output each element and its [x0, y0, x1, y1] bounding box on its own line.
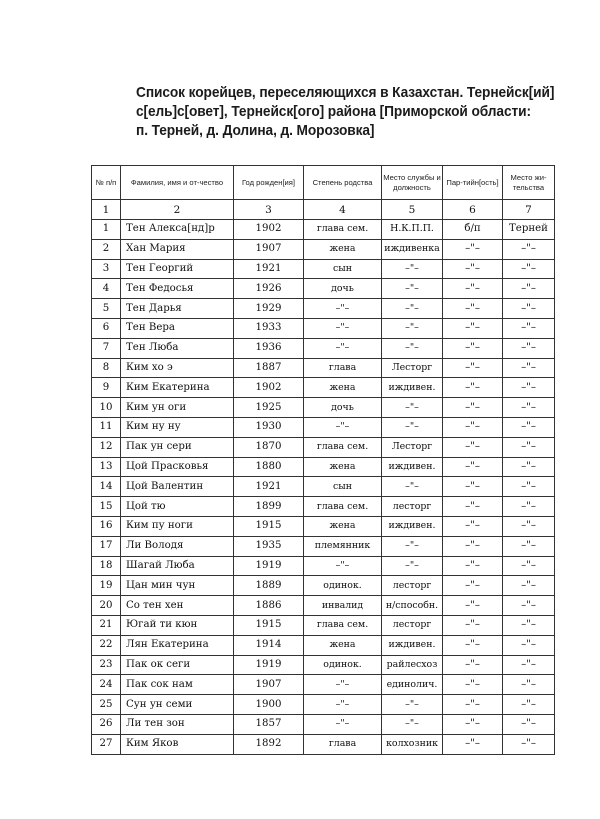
cell-full-name: Цой Валентин: [121, 477, 234, 497]
table-row: [92, 279, 555, 299]
cell-birth-year: 1899: [234, 497, 304, 517]
cell-residence: –"–: [503, 338, 555, 358]
page-title: [136, 84, 555, 141]
cell-birth-year: 1930: [234, 417, 304, 437]
cell-birth-year: 1886: [234, 596, 304, 616]
table-row: [92, 318, 555, 338]
cell-occupation: –"–: [382, 279, 443, 299]
cell-number: 25: [92, 695, 121, 715]
cell-occupation: иждивен.: [382, 457, 443, 477]
cell-birth-year: 1900: [234, 695, 304, 715]
title-line: с[ель]с[овет], Тернейск[ого] района [Приморской области:: [136, 104, 531, 120]
cell-occupation: –"–: [382, 536, 443, 556]
cell-full-name: Тен Вера: [121, 318, 234, 338]
cell-full-name: Тен Люба: [121, 338, 234, 358]
cell-residence: –"–: [503, 378, 555, 398]
cell-relation: глава сем.: [304, 615, 382, 635]
table-row: [92, 477, 555, 497]
cell-relation: глава: [304, 358, 382, 378]
cell-party: –"–: [443, 675, 503, 695]
cell-relation: глава сем.: [304, 497, 382, 517]
cell-residence: –"–: [503, 477, 555, 497]
column-number: 7: [503, 200, 555, 220]
cell-occupation: райлесхоз: [382, 655, 443, 675]
column-number: 1: [92, 200, 121, 220]
cell-party: –"–: [443, 338, 503, 358]
table-body: [92, 200, 555, 755]
cell-birth-year: 1915: [234, 615, 304, 635]
cell-full-name: Пак сок нам: [121, 675, 234, 695]
cell-number: 19: [92, 576, 121, 596]
cell-birth-year: 1892: [234, 734, 304, 754]
table-row: [92, 655, 555, 675]
cell-number: 5: [92, 299, 121, 319]
cell-party: –"–: [443, 259, 503, 279]
cell-number: 4: [92, 279, 121, 299]
cell-residence: –"–: [503, 556, 555, 576]
cell-occupation: –"–: [382, 398, 443, 418]
column-number: 6: [443, 200, 503, 220]
cell-occupation: единолич.: [382, 675, 443, 695]
cell-number: 27: [92, 734, 121, 754]
table-row: [92, 576, 555, 596]
cell-occupation: Лесторг: [382, 437, 443, 457]
header-row: [92, 166, 555, 200]
cell-party: –"–: [443, 695, 503, 715]
cell-relation: племянник: [304, 536, 382, 556]
cell-birth-year: 1921: [234, 477, 304, 497]
cell-residence: –"–: [503, 239, 555, 259]
cell-number: 14: [92, 477, 121, 497]
cell-number: 23: [92, 655, 121, 675]
column-number: 2: [121, 200, 234, 220]
cell-full-name: Сун ун семи: [121, 695, 234, 715]
cell-relation: одинок.: [304, 655, 382, 675]
cell-full-name: Ким ун оги: [121, 398, 234, 418]
cell-relation: –"–: [304, 695, 382, 715]
table-row: [92, 635, 555, 655]
cell-party: –"–: [443, 655, 503, 675]
cell-occupation: иждивенка: [382, 239, 443, 259]
cell-relation: глава: [304, 734, 382, 754]
cell-number: 20: [92, 596, 121, 616]
cell-party: –"–: [443, 437, 503, 457]
table-row: [92, 299, 555, 319]
cell-full-name: Цой Прасковья: [121, 457, 234, 477]
table-row: [92, 437, 555, 457]
cell-birth-year: 1902: [234, 378, 304, 398]
cell-relation: сын: [304, 259, 382, 279]
cell-relation: глава сем.: [304, 437, 382, 457]
cell-full-name: Цан мин чун: [121, 576, 234, 596]
cell-full-name: Ким хо э: [121, 358, 234, 378]
header-occupation: Место службы и должность: [382, 166, 443, 200]
cell-occupation: –"–: [382, 417, 443, 437]
cell-party: –"–: [443, 477, 503, 497]
cell-party: –"–: [443, 635, 503, 655]
table-row: [92, 220, 555, 240]
cell-party: –"–: [443, 734, 503, 754]
cell-occupation: Лесторг: [382, 358, 443, 378]
cell-residence: –"–: [503, 695, 555, 715]
cell-birth-year: 1914: [234, 635, 304, 655]
cell-number: 18: [92, 556, 121, 576]
cell-number: 12: [92, 437, 121, 457]
cell-full-name: Цой тю: [121, 497, 234, 517]
cell-birth-year: 1919: [234, 655, 304, 675]
cell-residence: –"–: [503, 536, 555, 556]
cell-number: 7: [92, 338, 121, 358]
cell-party: –"–: [443, 516, 503, 536]
cell-full-name: Пак ок сеги: [121, 655, 234, 675]
cell-full-name: Ли Володя: [121, 536, 234, 556]
cell-party: –"–: [443, 299, 503, 319]
cell-party: –"–: [443, 398, 503, 418]
cell-number: 3: [92, 259, 121, 279]
cell-relation: –"–: [304, 338, 382, 358]
cell-full-name: Пак ун сери: [121, 437, 234, 457]
cell-party: –"–: [443, 279, 503, 299]
cell-full-name: Югай ти кюн: [121, 615, 234, 635]
cell-residence: –"–: [503, 318, 555, 338]
cell-number: 22: [92, 635, 121, 655]
cell-relation: глава сем.: [304, 220, 382, 240]
title-line: п. Терней, д. Долина, д. Морозовка]: [136, 123, 375, 139]
cell-birth-year: 1857: [234, 714, 304, 734]
cell-full-name: Ким ну ну: [121, 417, 234, 437]
cell-occupation: иждивен.: [382, 378, 443, 398]
cell-birth-year: 1915: [234, 516, 304, 536]
cell-residence: –"–: [503, 279, 555, 299]
table-row: [92, 239, 555, 259]
cell-relation: –"–: [304, 675, 382, 695]
cell-full-name: Лян Екатерина: [121, 635, 234, 655]
cell-birth-year: 1907: [234, 675, 304, 695]
cell-residence: –"–: [503, 437, 555, 457]
column-number-row: [92, 200, 555, 220]
cell-occupation: лесторг: [382, 497, 443, 517]
cell-occupation: лесторг: [382, 615, 443, 635]
table-row: [92, 675, 555, 695]
cell-relation: дочь: [304, 398, 382, 418]
cell-number: 10: [92, 398, 121, 418]
cell-party: –"–: [443, 556, 503, 576]
cell-birth-year: 1902: [234, 220, 304, 240]
cell-party: –"–: [443, 615, 503, 635]
column-number: 3: [234, 200, 304, 220]
cell-birth-year: 1907: [234, 239, 304, 259]
cell-full-name: Тен Алекса[нд]р: [121, 220, 234, 240]
table-row: [92, 556, 555, 576]
cell-full-name: Шагай Люба: [121, 556, 234, 576]
table-row: [92, 615, 555, 635]
cell-residence: –"–: [503, 714, 555, 734]
cell-residence: –"–: [503, 497, 555, 517]
table-row: [92, 457, 555, 477]
cell-birth-year: 1929: [234, 299, 304, 319]
cell-party: –"–: [443, 576, 503, 596]
table-row: [92, 695, 555, 715]
table-row: [92, 259, 555, 279]
cell-full-name: Ли тен зон: [121, 714, 234, 734]
cell-party: –"–: [443, 497, 503, 517]
cell-number: 21: [92, 615, 121, 635]
cell-number: 13: [92, 457, 121, 477]
cell-residence: –"–: [503, 655, 555, 675]
cell-party: –"–: [443, 714, 503, 734]
table-row: [92, 417, 555, 437]
table-row: [92, 714, 555, 734]
cell-relation: –"–: [304, 318, 382, 338]
cell-occupation: –"–: [382, 338, 443, 358]
cell-number: 17: [92, 536, 121, 556]
cell-number: 15: [92, 497, 121, 517]
cell-residence: –"–: [503, 675, 555, 695]
cell-residence: Терней: [503, 220, 555, 240]
cell-birth-year: 1935: [234, 536, 304, 556]
cell-occupation: –"–: [382, 714, 443, 734]
cell-relation: жена: [304, 635, 382, 655]
cell-occupation: н/способн.: [382, 596, 443, 616]
cell-number: 8: [92, 358, 121, 378]
cell-relation: –"–: [304, 417, 382, 437]
cell-birth-year: 1936: [234, 338, 304, 358]
cell-party: –"–: [443, 596, 503, 616]
header-number: № п/п: [92, 166, 121, 200]
cell-residence: –"–: [503, 576, 555, 596]
header-party: Пар-тийн[ость]: [443, 166, 503, 200]
table-row: [92, 516, 555, 536]
cell-residence: –"–: [503, 615, 555, 635]
cell-number: 2: [92, 239, 121, 259]
cell-full-name: Тен Дарья: [121, 299, 234, 319]
table-row: [92, 596, 555, 616]
cell-full-name: Со тен хен: [121, 596, 234, 616]
cell-occupation: –"–: [382, 259, 443, 279]
cell-party: б/п: [443, 220, 503, 240]
header-residence: Место жи-тельства: [503, 166, 555, 200]
cell-occupation: –"–: [382, 477, 443, 497]
cell-residence: –"–: [503, 417, 555, 437]
cell-number: 26: [92, 714, 121, 734]
cell-number: 16: [92, 516, 121, 536]
cell-birth-year: 1889: [234, 576, 304, 596]
cell-full-name: Ким Екатерина: [121, 378, 234, 398]
cell-occupation: Н.К.П.П.: [382, 220, 443, 240]
cell-occupation: колхозник: [382, 734, 443, 754]
table-row: [92, 536, 555, 556]
cell-residence: –"–: [503, 516, 555, 536]
cell-residence: –"–: [503, 457, 555, 477]
cell-relation: жена: [304, 239, 382, 259]
table-row: [92, 338, 555, 358]
cell-birth-year: 1933: [234, 318, 304, 338]
cell-relation: инвалид: [304, 596, 382, 616]
cell-occupation: –"–: [382, 695, 443, 715]
cell-number: 11: [92, 417, 121, 437]
column-number: 5: [382, 200, 443, 220]
cell-party: –"–: [443, 318, 503, 338]
cell-birth-year: 1919: [234, 556, 304, 576]
cell-party: –"–: [443, 378, 503, 398]
cell-residence: –"–: [503, 734, 555, 754]
cell-residence: –"–: [503, 358, 555, 378]
cell-party: –"–: [443, 358, 503, 378]
cell-residence: –"–: [503, 259, 555, 279]
cell-relation: –"–: [304, 714, 382, 734]
cell-number: 9: [92, 378, 121, 398]
table-row: [92, 734, 555, 754]
cell-occupation: –"–: [382, 318, 443, 338]
cell-relation: жена: [304, 516, 382, 536]
cell-birth-year: 1926: [234, 279, 304, 299]
cell-occupation: иждивен.: [382, 635, 443, 655]
cell-party: –"–: [443, 457, 503, 477]
cell-occupation: –"–: [382, 556, 443, 576]
cell-residence: –"–: [503, 635, 555, 655]
cell-birth-year: 1870: [234, 437, 304, 457]
title-line: Список корейцев, переселяющихся в Казахстан. Тернейск[ий]: [136, 85, 555, 101]
cell-birth-year: 1887: [234, 358, 304, 378]
cell-residence: –"–: [503, 299, 555, 319]
cell-occupation: лесторг: [382, 576, 443, 596]
cell-occupation: –"–: [382, 299, 443, 319]
cell-full-name: Хан Мария: [121, 239, 234, 259]
header-relation: Степень родства: [304, 166, 382, 200]
cell-number: 6: [92, 318, 121, 338]
cell-residence: –"–: [503, 398, 555, 418]
cell-party: –"–: [443, 536, 503, 556]
cell-relation: дочь: [304, 279, 382, 299]
cell-relation: сын: [304, 477, 382, 497]
cell-relation: –"–: [304, 299, 382, 319]
cell-birth-year: 1921: [234, 259, 304, 279]
cell-residence: –"–: [503, 596, 555, 616]
table-row: [92, 378, 555, 398]
header-full-name: Фамилия, имя и от-чество: [121, 166, 234, 200]
cell-relation: одинок.: [304, 576, 382, 596]
cell-full-name: Тен Федосья: [121, 279, 234, 299]
table-row: [92, 398, 555, 418]
cell-full-name: Ким Яков: [121, 734, 234, 754]
cell-number: 1: [92, 220, 121, 240]
cell-birth-year: 1925: [234, 398, 304, 418]
cell-relation: жена: [304, 378, 382, 398]
cell-number: 24: [92, 675, 121, 695]
header-birth-year: Год рожден[ия]: [234, 166, 304, 200]
cell-party: –"–: [443, 239, 503, 259]
cell-occupation: иждивен.: [382, 516, 443, 536]
column-number: 4: [304, 200, 382, 220]
cell-party: –"–: [443, 417, 503, 437]
cell-relation: жена: [304, 457, 382, 477]
table-row: [92, 497, 555, 517]
cell-relation: –"–: [304, 556, 382, 576]
table-row: [92, 358, 555, 378]
deportation-list-table: [91, 165, 555, 755]
cell-full-name: Тен Георгий: [121, 259, 234, 279]
cell-birth-year: 1880: [234, 457, 304, 477]
cell-full-name: Ким пу ноги: [121, 516, 234, 536]
